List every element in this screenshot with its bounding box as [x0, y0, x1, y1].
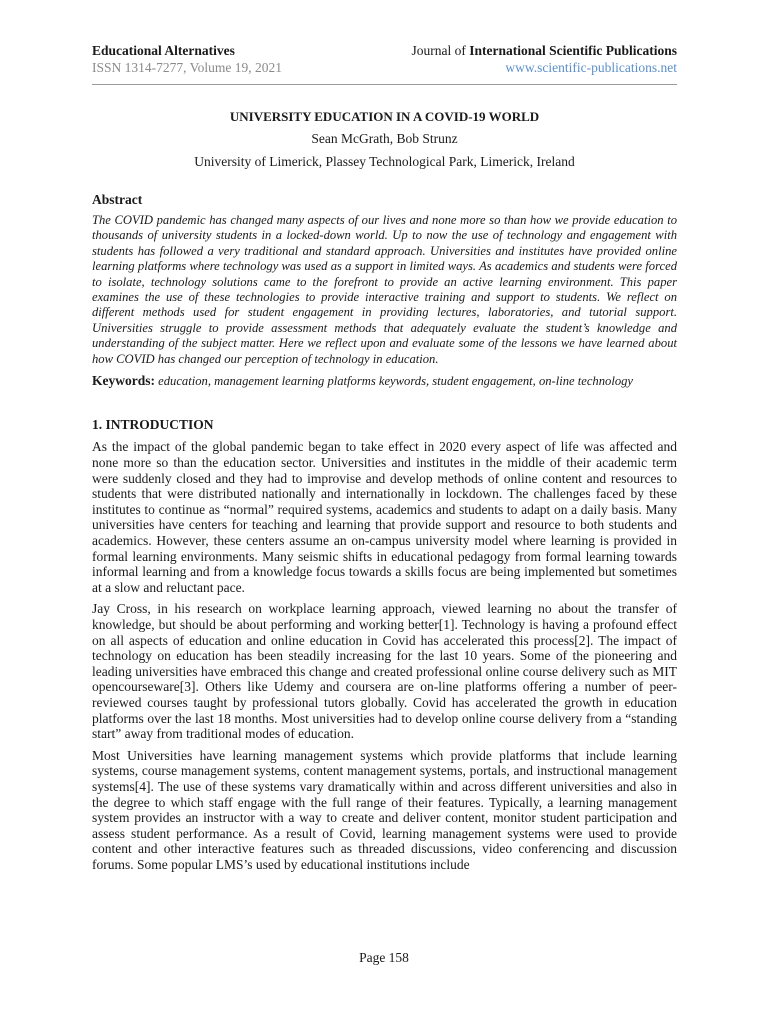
abstract-text: The COVID pandemic has changed many aspects of our lives and none more so than how we provide education to thousands of university students in a locked-down world. Up to now the use of technology and engagement with students has followed a very traditional and standard approach. Universities and institutes have provided online learning platforms where technology was used as a support in limited ways. As academics and students were forced to isolate, technology solutions came to the forefront to provide an active learning environment. This paper examines the use of these technologies to provide interactive training and support to students. We reflect on different methods used for student engagement in providing lectures, laboratories, and tutorial support. Universities struggle to provide assessment methods that adequately evaluate the student’s knowledge and understanding of the subject matter. Here we reflect upon and evaluate some of the lessons we have learned about how COVID has changed our perception of technology in education.	[92, 213, 677, 366]
website-link[interactable]: www.scientific-publications.net	[505, 60, 677, 75]
intro-paragraph-1: As the impact of the global pandemic began to take effect in 2020 every aspect of life was affected and none more so than the education sector. Universities and institutes in the middle of their academic term were suddenly closed and they had to improvise and develop methods of online content and resources to students that were distributed nationally and internationally in lockdown. The challenges faced by these institutes to continue as “normal” required systems, academics and students to adapt on a daily basis. Many universities have centers for teaching and learning that provide support and resource to both students and academics. However, these centers assume an on-campus university model where learning is provided in formal learning environments. Many seismic shifts in educational pedagogy from formal learning towards informal learning and from a knowledge focus towards a skills focus are being implemented but sometimes at a slow and reluctant pace.	[92, 439, 677, 595]
abstract-heading: Abstract	[92, 192, 143, 207]
keywords	[92, 373, 677, 389]
paper-authors: Sean McGrath, Bob Strunz	[311, 131, 458, 146]
intro-paragraph-3: Most Universities have learning management systems which provide platforms that include learning systems, course management systems, content management systems, portals, and instructional management systems[4]. The use of these systems vary dramatically within and across different universities and also in the degree to which staff engage with the full range of their features. Typically, a learning management system provides an instructor with a way to create and deliver content, monitor student participation and assess student performance. As a result of Covid, learning management systems were used to provide content and other interactive features such as threaded discussions, video conferencing and discussion forums. Some popular LMS’s used by educational institutions include	[92, 747, 677, 872]
journal-name: Educational Alternatives	[92, 43, 235, 58]
header-right	[411, 42, 677, 76]
publisher-name: International Scientific Publications	[469, 43, 677, 58]
keywords-label: Keywords:	[92, 373, 155, 389]
paper-title: UNIVERSITY EDUCATION IN A COVID-19 WORLD	[229, 109, 540, 124]
page-number: Page 158	[359, 950, 409, 965]
header-rule	[92, 84, 677, 85]
issn-volume: ISSN 1314-7277, Volume 19, 2021	[92, 60, 283, 75]
publisher-line	[411, 42, 677, 59]
running-header	[92, 42, 677, 76]
header-left	[92, 42, 282, 76]
paper-affiliation: University of Limerick, Plassey Technological Park, Limerick, Ireland	[194, 154, 575, 169]
paper-page	[92, 42, 677, 873]
introduction-heading: 1. INTRODUCTION	[92, 417, 214, 433]
intro-paragraph-2: Jay Cross, in his research on workplace learning approach, viewed learning no about the transfer of knowledge, but should be about performing and working better[1]. Technology is having a profound effect on all aspects of education and online education in Covid has accelerated this process[2]. The impact of technology on education has been steadily increasing for the last 10 years. Some of the pioneering and leading universities have embraced this change and created professional online course delivery such as MIT opencourseware[3]. Others like Udemy and coursera are on-line platforms offering a number of peer-reviewed courses taught by professional tutors globally. Covid has accelerated the growth in education platforms over the last 18 months. Most universities had to develop online course delivery from a “standing start” away from traditional modes of education.	[92, 601, 677, 742]
publisher-prefix: Journal of	[411, 43, 470, 58]
keywords-text: education, management learning platforms keywords, student engagement, on-line technology	[158, 374, 634, 389]
